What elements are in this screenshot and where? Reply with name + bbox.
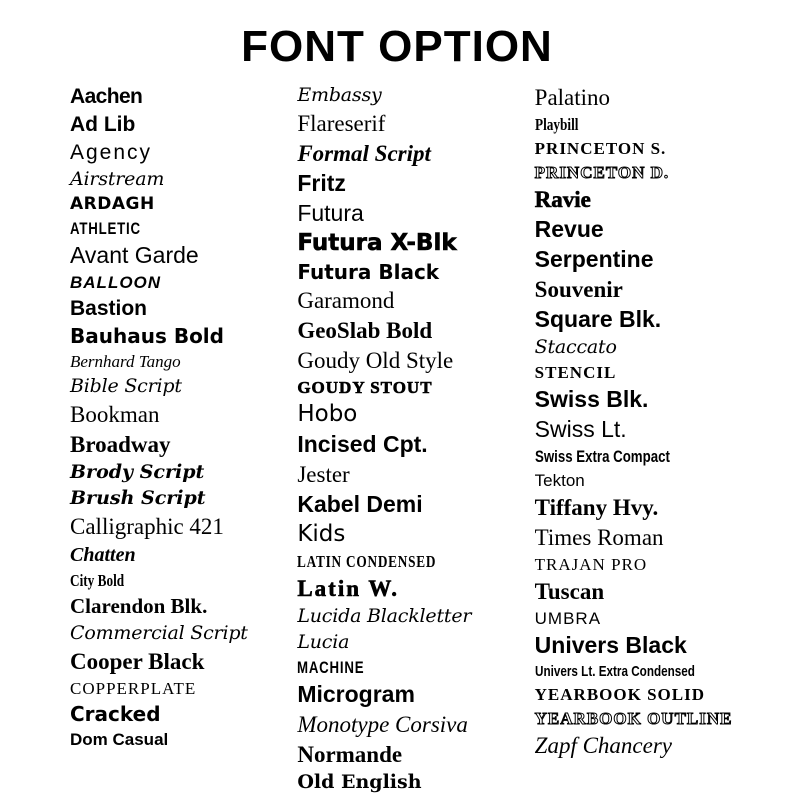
font-sample-item: Goudy Old Style — [297, 348, 454, 373]
font-sample-item: Old English — [297, 771, 422, 793]
font-sample-item: YEARBOOK SOLID — [534, 685, 705, 704]
font-sample-item: Flareserif — [297, 111, 386, 136]
font-sample-item: Staccato — [534, 336, 617, 358]
font-sample-item: Univers Black — [534, 632, 687, 658]
font-sample-item: Kids — [297, 521, 346, 547]
font-sample-item: Lucida Blackletter — [297, 605, 472, 627]
font-sample-item: Brody Script — [70, 461, 205, 483]
font-sample-item: Souvenir — [534, 277, 623, 302]
font-sample-item: Brush Script — [70, 487, 206, 509]
font-sample-item: GOUDY STOUT — [297, 378, 433, 397]
font-sample-item: BALLOON — [70, 273, 162, 292]
font-sample-item: Ravie — [534, 187, 591, 212]
font-sample-item: Swiss Extra Compact — [534, 447, 670, 466]
font-columns — [20, 86, 774, 799]
page-title: FONT OPTION — [241, 22, 553, 71]
font-column-1 — [42, 86, 287, 755]
font-sample-item: Cracked — [70, 702, 161, 726]
font-sample-item: Aachen — [70, 85, 143, 108]
font-sample-item: PRINCETON S. — [534, 139, 667, 158]
font-sample-item: Commercial Script — [70, 622, 248, 644]
font-sample-item: Serpentine — [534, 246, 654, 272]
font-sample-item: Hobo — [297, 401, 358, 427]
font-sample-item: PRINCETON D. — [534, 163, 670, 182]
font-sample-item: YEARBOOK OUTLINE — [534, 709, 733, 728]
font-sample-item: Times Roman — [534, 525, 664, 550]
font-sample-item: MACHINE — [297, 658, 365, 677]
font-sample-item: Swiss Lt. — [534, 416, 627, 442]
font-sample-item: Univers Lt. Extra Condensed — [534, 663, 695, 680]
font-sample-item: Tuscan — [534, 579, 605, 604]
font-sample-item: Playbill — [534, 115, 579, 134]
font-sample-item: Futura Black — [297, 260, 440, 284]
font-sample-item: Microgram — [297, 681, 415, 707]
font-sample-item: Agency — [70, 141, 153, 164]
font-sample-item: ATHLETIC — [70, 219, 141, 238]
font-sample-item: Avant Garde — [70, 242, 199, 268]
font-sample-item: Calligraphic 421 — [70, 514, 224, 539]
font-sample-item: Lucia — [297, 631, 350, 653]
font-sample-item: Chatten — [70, 544, 136, 566]
font-sample-item: Tiffany Hvy. — [534, 495, 659, 520]
font-sample-item: Latin W. — [297, 576, 399, 601]
font-sample-item: STENCIL — [534, 363, 617, 382]
font-sample-item: Bernhard Tango — [70, 352, 181, 371]
font-sample-item: Zapf Chancery — [534, 733, 673, 758]
font-sample-item: TRAJAN PRO — [534, 555, 648, 574]
font-sample-item: Ad Lib — [70, 113, 136, 136]
font-column-3 — [515, 86, 752, 764]
font-column-2 — [287, 86, 514, 799]
font-sample-item: Bible Script — [70, 375, 182, 397]
font-sample-item: Kabel Demi — [297, 491, 423, 517]
font-sample-item: Swiss Blk. — [534, 386, 649, 412]
font-sample-item: Tekton — [534, 471, 585, 490]
font-sample-item: Palatino — [534, 85, 611, 110]
font-sample-item: Formal Script — [297, 141, 431, 166]
font-sample-item: Dom Casual — [70, 730, 169, 749]
font-sample-item: Garamond — [297, 288, 395, 313]
font-sample-item: Jester — [297, 462, 350, 487]
font-sample-item: Incised Cpt. — [297, 431, 428, 457]
font-sample-item: COPPERPLATE — [70, 679, 197, 698]
font-sample-item: Fritz — [297, 170, 346, 196]
font-sample-item: Bookman — [70, 402, 160, 427]
font-sample-item: Normande — [297, 742, 403, 767]
font-sample-item: Square Blk. — [534, 306, 662, 332]
font-sample-item: LATIN CONDENSED — [297, 552, 437, 571]
font-sample-item: Futura X-Blk — [297, 230, 457, 256]
font-sample-item: Airstream — [70, 168, 165, 190]
font-sample-item: UMBRA — [534, 609, 602, 628]
font-sample-item: Cooper Black — [70, 649, 205, 674]
font-sample-item: Embassy — [297, 84, 382, 106]
font-sample-item: ARDAGH — [70, 194, 155, 214]
font-sample-item: Futura — [297, 200, 364, 226]
font-sample-item: Broadway — [70, 432, 171, 457]
font-sample-item: Monotype Corsiva — [297, 712, 468, 737]
font-sample-item: City Bold — [70, 571, 125, 590]
font-sample-item: Revue — [534, 216, 604, 242]
font-sample-item: Bastion — [70, 297, 148, 320]
font-sample-item: Clarendon Blk. — [70, 594, 208, 618]
font-sample-item: Bauhaus Bold — [70, 324, 224, 348]
font-sample-item: GeoSlab Bold — [297, 318, 433, 343]
